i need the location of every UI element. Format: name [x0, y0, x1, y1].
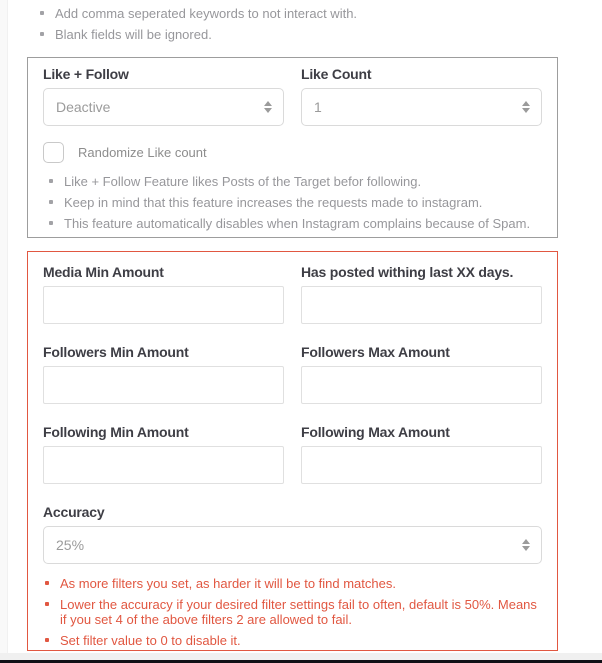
- following-min-amount-label: Following Min Amount: [43, 424, 189, 440]
- select-stepper-icon: [522, 101, 530, 113]
- note-blank-fields: Blank fields will be ignored.: [40, 27, 602, 42]
- top-notes: [0, 0, 602, 42]
- select-stepper-icon: [264, 101, 272, 113]
- has-posted-days-input[interactable]: [301, 286, 542, 324]
- like-count-field: [301, 66, 542, 126]
- like-count-select-value: 1: [314, 99, 322, 115]
- note-increases-requests: Keep in mind that this feature increases the requests made to instagram.: [49, 195, 542, 210]
- note-auto-disable: This feature automatically disables when Instagram complains because of Spam.: [49, 216, 542, 231]
- like-follow-label: Like + Follow: [43, 66, 129, 82]
- randomize-like-count-label: Randomize Like count: [78, 145, 207, 160]
- left-gutter: [0, 0, 8, 663]
- following-min-amount-field: [43, 424, 284, 484]
- has-posted-days-label: Has posted withing last XX days.: [301, 264, 514, 280]
- randomize-like-count-row: [43, 142, 542, 163]
- like-count-label: Like Count: [301, 66, 372, 82]
- warning-disable-filter: Set filter value to 0 to disable it.: [45, 633, 542, 648]
- like-follow-select[interactable]: [43, 88, 284, 126]
- like-follow-notes: [43, 174, 542, 231]
- warning-more-filters: As more filters you set, as harder it will be to find matches.: [45, 576, 542, 591]
- like-follow-field: [43, 66, 284, 126]
- note-keywords: Add comma seperated keywords to not interact with.: [40, 6, 602, 21]
- following-max-amount-label: Following Max Amount: [301, 424, 450, 440]
- accuracy-field: [43, 504, 542, 564]
- followers-min-amount-input[interactable]: [43, 366, 284, 404]
- filter-warnings: [43, 576, 542, 648]
- footer-gray-strip: [0, 653, 602, 660]
- select-stepper-icon: [522, 539, 530, 551]
- followers-max-amount-input[interactable]: [301, 366, 542, 404]
- like-follow-select-value: Deactive: [56, 99, 111, 115]
- filters-panel: [27, 251, 558, 651]
- followers-max-amount-field: [301, 344, 542, 404]
- following-min-amount-input[interactable]: [43, 446, 284, 484]
- media-min-amount-input[interactable]: [43, 286, 284, 324]
- has-posted-days-field: [301, 264, 542, 324]
- followers-min-amount-label: Followers Min Amount: [43, 344, 189, 360]
- accuracy-select[interactable]: [43, 526, 542, 564]
- accuracy-select-value: 25%: [56, 537, 85, 553]
- following-max-amount-input[interactable]: [301, 446, 542, 484]
- media-min-amount-field: [43, 264, 284, 324]
- following-max-amount-field: [301, 424, 542, 484]
- media-min-amount-label: Media Min Amount: [43, 264, 164, 280]
- warning-lower-accuracy: Lower the accuracy if your desired filter settings fail to often, default is 50%. Means if you set 4 of the above filters 2 are allowed to fail.: [45, 597, 542, 627]
- followers-max-amount-label: Followers Max Amount: [301, 344, 450, 360]
- note-likes-before-follow: Like + Follow Feature likes Posts of the Target befor following.: [49, 174, 542, 189]
- randomize-like-count-checkbox[interactable]: [43, 142, 64, 163]
- like-count-select[interactable]: [301, 88, 542, 126]
- accuracy-label: Accuracy: [43, 504, 105, 520]
- followers-min-amount-field: [43, 344, 284, 404]
- like-follow-panel: [27, 57, 558, 238]
